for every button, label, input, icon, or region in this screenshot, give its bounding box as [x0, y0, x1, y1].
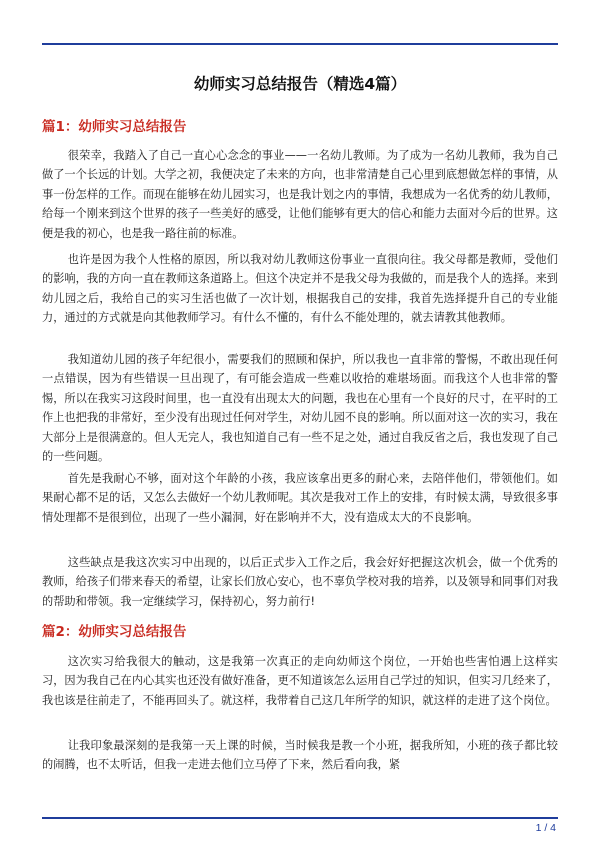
section-heading-1: 篇1：幼师实习总结报告: [42, 119, 187, 135]
document-title: 幼师实习总结报告（精选4篇）: [193, 75, 407, 93]
paragraph: 这次实习给我很大的触动，这是我第一次真正的走向幼师这个岗位，一开始也些害怕遇上这样实习，因为我自己在内心其实也还没有做好准备，更不知道该怎么运用自己学过的知识，但实习几经来了，我也该是往前走了，不能再回头了。就这样，我带着自己这几年所学的知识，就这样的走进了这个岗位。: [42, 655, 558, 707]
paragraph: 很荣幸，我踏入了自己一直心心念念的事业——一名幼儿教师。为了成为一名幼儿教师，我为自己做了一个长远的计划。大学之初，我便决定了未来的方向，也非常清楚自己心里到底想做怎样的事情，从事一份怎样的工作。而现在能够在幼儿园实习，也是我计划之内的事情，我想成为一名优秀的幼儿教师，给每一个刚来到这个世界的孩子一些美好的感受，让他们能够有更大的信心和能力去面对今后的世界。这便是我的初心，也是我一路往前的标准。: [42, 149, 558, 240]
section-heading-2: 篇2：幼师实习总结报告: [42, 624, 187, 640]
page-number: 1 / 4: [535, 822, 556, 834]
paragraph: 这些缺点是我这次实习中出现的，以后正式步入工作之后，我会好好把握这次机会，做一个优秀的教师，给孩子们带来春天的希望，让家长们放心安心，也不辜负学校对我的培养，以及领导和同事们对我的帮助和带领。我一定继续学习，保持初心，努力前行!: [42, 556, 558, 608]
paragraph: 我知道幼儿园的孩子年纪很小，需要我们的照顾和保护，所以我也一直非常的警惕，不敢出现任何一点错误，因为有些错误一旦出现了，有可能会造成一些难以收拾的难堪场面。而我这个人也非常的警惕，所以在我实习这段时间里，也一直没有出现太大的问题，我也在心里有一个良好的尺寸，在平时的工作上也把我的非常好，至少没有出现过任何对学生，对幼儿园不良的影响。所以面对这一次的实习，我在大部分上是很满意的。但人无完人，我也知道自己有一些不足之处，通过自我反省之后，我也发现了自己的一些问题。: [42, 353, 558, 464]
footer-rule: [42, 817, 558, 819]
paragraph: 也许是因为我个人性格的原因，所以我对幼儿教师这份事业一直很向往。我父母都是教师，受他们的影响，我的方向一直在教师这条道路上。但这个决定并不是我父母为我做的，而是我个人的选择。来到幼儿园之后，我给自己的实习生活也做了一次计划，根据我自己的安排，我首先选择提升自己的专业能力，通过的方式就是向其他教师学习。有什么不懂的，有什么不能处理的，就去请教其他教师。: [42, 253, 558, 325]
paragraph: 让我印象最深刻的是我第一天上课的时候，当时候我是教一个小班，据我所知，小班的孩子都比较的闹腾，也不太听话，但我一走进去他们立马停了下来，然后看向我，紧: [42, 739, 558, 772]
header-rule: [42, 43, 558, 45]
paragraph: 首先是我耐心不够，面对这个年龄的小孩，我应该拿出更多的耐心来，去陪伴他们，带领他们。如果耐心都不足的话，又怎么去做好一个幼儿教师呢。其次是我对工作上的安排，有时候太满，导致很多事情处理都不是很到位，出现了一些小漏洞，好在影响并不大，没有造成太大的不良影响。: [42, 472, 558, 524]
